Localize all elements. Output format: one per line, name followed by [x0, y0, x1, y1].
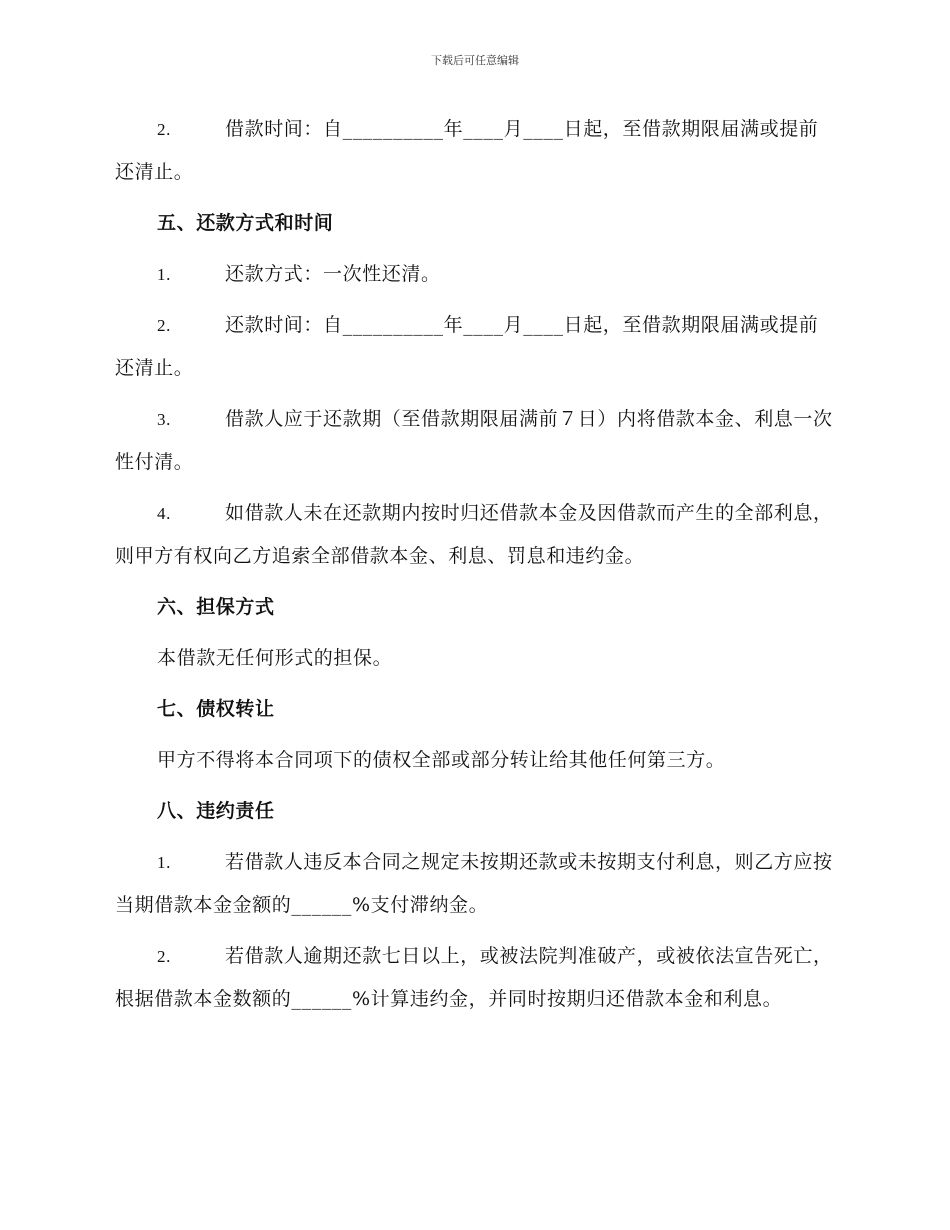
section-5-heading: 五、还款方式和时间	[157, 212, 334, 234]
clause-number: 1.	[157, 853, 171, 872]
clause-number: 2.	[157, 120, 171, 139]
clause-text: 还款方式：一次性还清。	[225, 263, 441, 285]
page-header-note: 下载后可任意编辑	[431, 54, 519, 67]
clause-text: 借款人应于还款期（至借款期限届满前７日）内将借款本金、利息一次性付清。	[115, 408, 833, 473]
clause-5-item-3	[115, 398, 835, 484]
clause-8-item-2	[115, 935, 835, 1021]
clause-number: 2.	[157, 316, 171, 335]
clause-5-item-4	[115, 492, 835, 578]
clause-5-item-1	[115, 253, 835, 296]
section-7-text: 甲方不得将本合同项下的债权全部或部分转让给其他任何第三方。	[157, 749, 726, 771]
clause-8-item-1	[115, 841, 835, 927]
clause-5-item-2	[115, 304, 835, 390]
document-body	[115, 108, 835, 1029]
section-8-heading: 八、违约责任	[157, 800, 275, 822]
clause-number: 4.	[157, 504, 171, 523]
clause-text: 借款时间：自__________年____月____日起，至借款期限届满或提前还清止。	[115, 118, 819, 183]
clause-text: 还款时间：自__________年____月____日起，至借款期限届满或提前还清止。	[115, 314, 819, 379]
section-6-heading: 六、担保方式	[157, 596, 275, 618]
clause-number: 2.	[157, 947, 171, 966]
clause-text: 如借款人未在还款期内按时归还借款本金及因借款而产生的全部利息，则甲方有权向乙方追索全部借款本金、利息、罚息和违约金。	[115, 502, 833, 567]
clause-text: 若借款人逾期还款七日以上，或被法院判准破产，或被依法宣告死亡，根据借款本金数额的______%计算违约金，并同时按期归还借款本金和利息。	[115, 945, 833, 1010]
section-7-heading: 七、债权转让	[157, 698, 275, 720]
clause-4-item-2	[115, 108, 835, 194]
clause-text: 若借款人违反本合同之规定未按期还款或未按期支付利息，则乙方应按当期借款本金金额的______%支付滞纳金。	[115, 851, 833, 916]
section-6-text: 本借款无任何形式的担保。	[157, 647, 393, 669]
clause-number: 3.	[157, 410, 171, 429]
clause-number: 1.	[157, 265, 171, 284]
